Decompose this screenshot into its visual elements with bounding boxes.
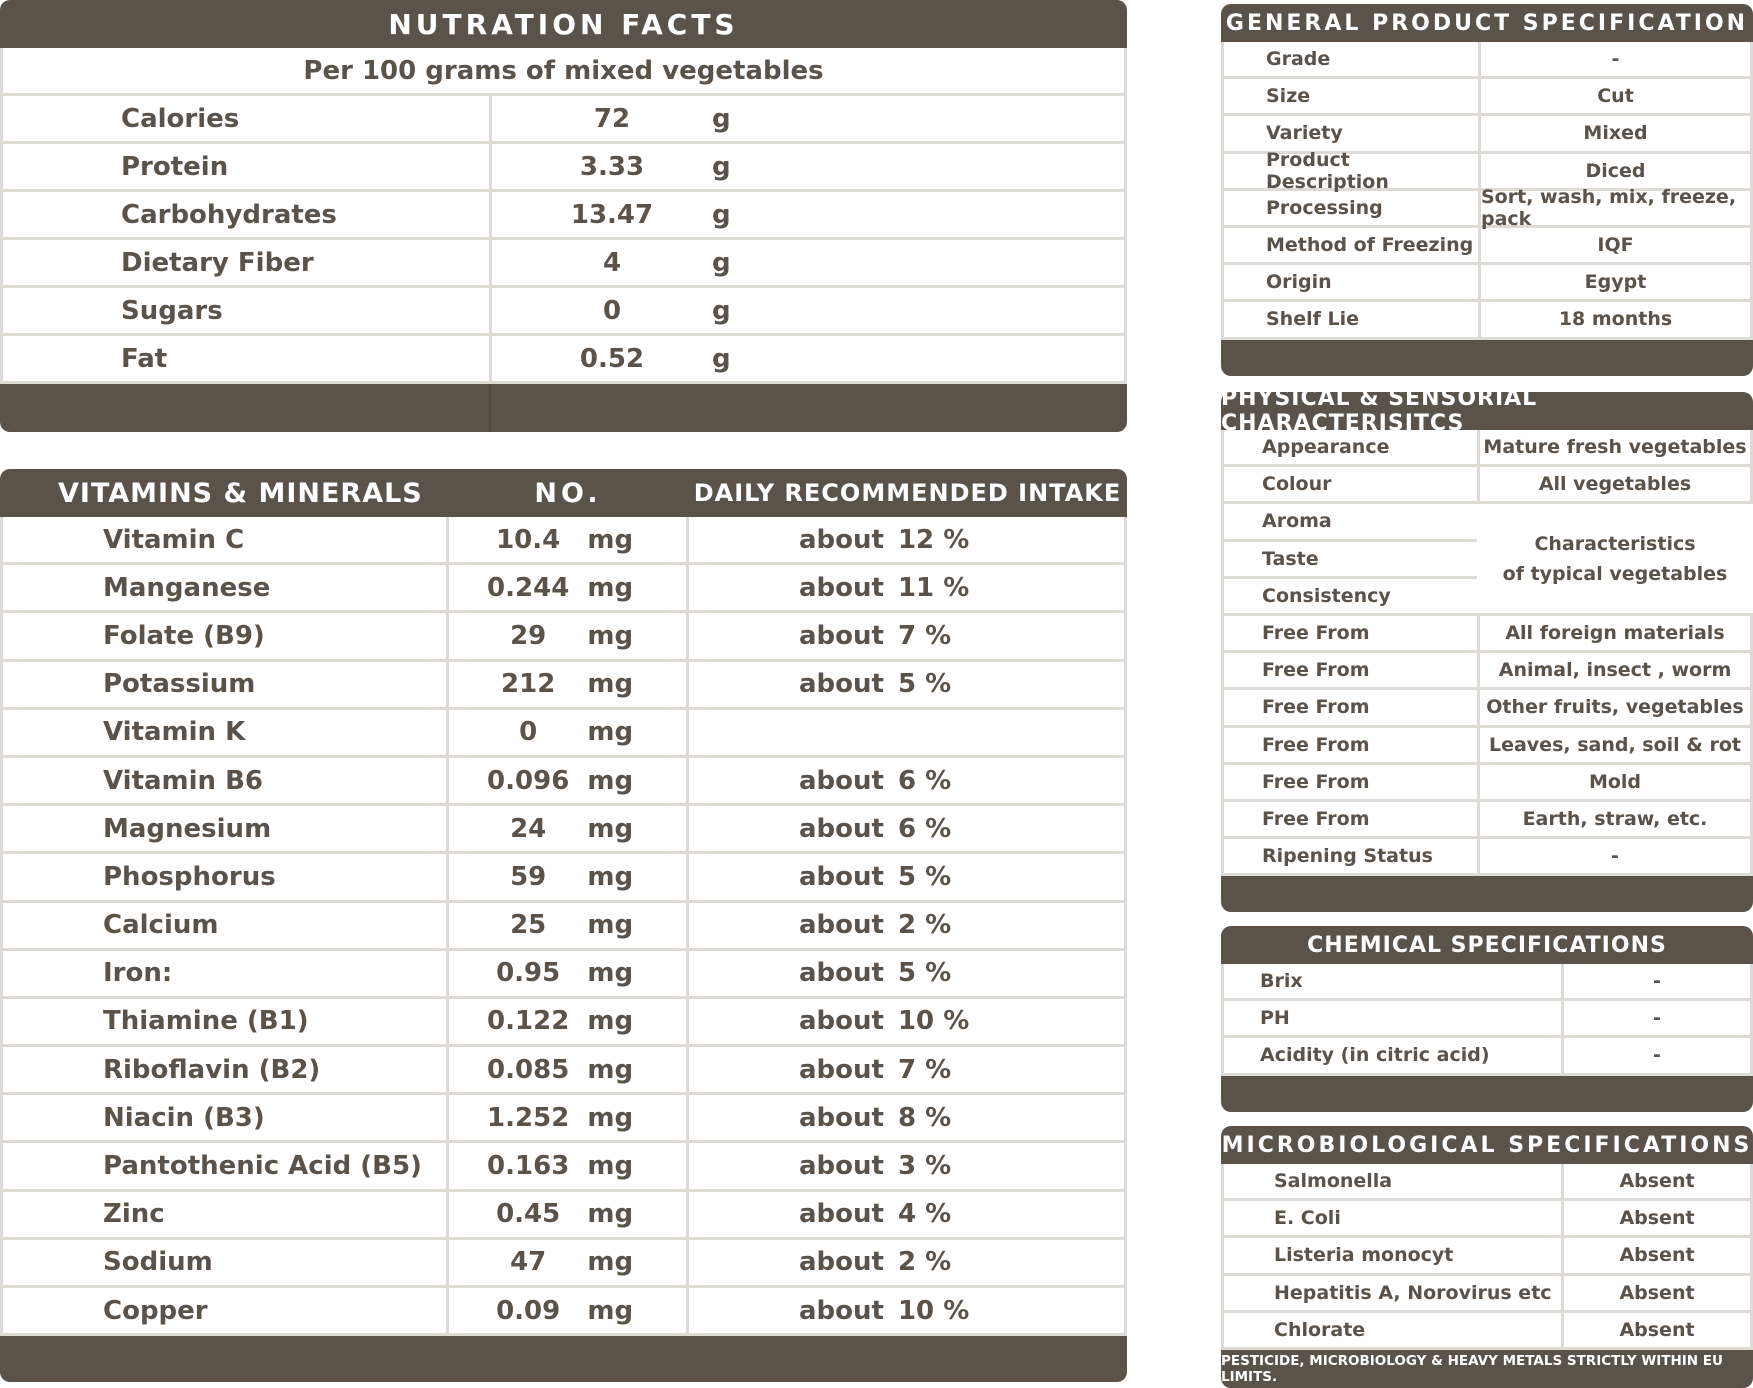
vitamin-name: Iron: <box>3 951 449 996</box>
spec-value: 18 months <box>1558 308 1673 331</box>
physical-spec-table <box>1221 386 1753 912</box>
nutrient-name: Protein <box>3 144 492 189</box>
vitamin-row <box>0 951 1127 999</box>
nutrient-name: Calories <box>3 96 492 141</box>
vitamin-value: 0.09 <box>496 1295 561 1326</box>
vitamin-name: Vitamin K <box>3 710 449 755</box>
vitamin-dri <box>689 758 1124 803</box>
spec-key: Grade <box>1224 42 1481 76</box>
vitamins-col-name: VITAMINS & MINERALS <box>58 477 423 509</box>
characteristics-merged-cell <box>1477 504 1753 613</box>
vitamin-amount <box>449 951 689 996</box>
nutrient-value: 4 <box>602 247 622 278</box>
vitamin-unit: mg <box>587 1247 634 1278</box>
nutrition-row <box>0 336 1127 384</box>
vitamin-amount <box>449 806 689 851</box>
dri-about: about <box>799 1006 884 1037</box>
spec-key: Method of Freezing <box>1224 228 1481 262</box>
vitamin-amount <box>449 565 689 610</box>
micro-row <box>1221 1313 1753 1350</box>
vitamin-row <box>0 1143 1127 1191</box>
vitamin-row <box>0 903 1127 951</box>
spec-value: Leaves, sand, soil & rot <box>1488 733 1741 756</box>
nutrient-value: 3.33 <box>579 151 645 182</box>
nutrient-unit: g <box>712 151 731 182</box>
nutrient-name: Carbohydrates <box>3 192 492 237</box>
nutrient-name: Dietary Fiber <box>3 240 492 285</box>
vitamin-name: Vitamin C <box>3 517 449 562</box>
general-row <box>1221 42 1753 79</box>
spec-key: Variety <box>1224 116 1481 150</box>
spec-value: Egypt <box>1584 271 1647 294</box>
dri-percent: 8 % <box>897 1102 952 1133</box>
vitamin-unit: mg <box>587 1006 634 1037</box>
vitamin-name: Calcium <box>3 903 449 948</box>
nutrient-unit: g <box>712 103 731 134</box>
dri-percent: 10 % <box>897 1006 970 1037</box>
nutrient-unit: g <box>712 295 731 326</box>
spec-value: Absent <box>1619 1318 1695 1341</box>
vitamin-unit: mg <box>587 1295 634 1326</box>
vitamin-dri <box>689 951 1124 996</box>
nutrient-unit: g <box>712 199 731 230</box>
dri-about: about <box>799 1054 884 1085</box>
spec-key: Colour <box>1224 467 1480 501</box>
dri-percent: 5 % <box>897 958 952 989</box>
chemical-title: CHEMICAL SPECIFICATIONS <box>1221 926 1753 964</box>
spec-key: PH <box>1224 1001 1564 1035</box>
vitamin-row <box>0 662 1127 710</box>
spec-value: Mold <box>1588 770 1642 793</box>
vitamin-amount <box>449 1240 689 1285</box>
dri-percent: 11 % <box>897 572 970 603</box>
vitamins-minerals-table <box>0 469 1127 1382</box>
vitamin-row <box>0 854 1127 902</box>
vitamin-row <box>0 1095 1127 1143</box>
vitamin-value: 0.163 <box>487 1151 570 1182</box>
nutrient-unit: g <box>712 247 731 278</box>
vitamin-name: Sodium <box>3 1240 449 1285</box>
vitamin-amount <box>449 999 689 1044</box>
vitamin-amount <box>449 1288 689 1333</box>
general-row <box>1221 79 1753 116</box>
dri-about: about <box>799 910 884 941</box>
nutrition-row <box>0 288 1127 336</box>
general-row <box>1221 302 1753 339</box>
vitamin-name: Pantothenic Acid (B5) <box>3 1143 449 1188</box>
chemical-spec-table <box>1221 926 1753 1112</box>
physical-row <box>1221 802 1753 839</box>
vitamin-value: 0 <box>519 717 538 748</box>
vitamin-dri <box>689 1047 1124 1092</box>
general-title: GENERAL PRODUCT SPECIFICATION <box>1221 4 1753 42</box>
vitamin-row <box>0 1192 1127 1240</box>
nutrition-title: NUTRATION FACTS <box>0 0 1127 48</box>
nutrient-value: 13.47 <box>570 199 654 230</box>
vitamin-unit: mg <box>587 1151 634 1182</box>
spec-value: - <box>1653 1044 1661 1067</box>
spec-value: - <box>1653 970 1661 993</box>
vitamin-row <box>0 1047 1127 1095</box>
nutrition-row <box>0 96 1127 144</box>
chemical-row <box>1221 1001 1753 1038</box>
spec-key: Listeria monocyt <box>1224 1238 1564 1272</box>
vitamin-unit: mg <box>587 1199 634 1230</box>
vitamin-amount <box>449 1143 689 1188</box>
vitamin-row <box>0 565 1127 613</box>
dri-about: about <box>799 572 884 603</box>
vitamin-dri <box>689 710 1124 755</box>
physical-row <box>1221 616 1753 653</box>
nutrient-unit: g <box>712 343 731 374</box>
vitamin-amount <box>449 1095 689 1140</box>
vitamin-dri <box>689 613 1124 658</box>
vitamin-unit: mg <box>587 524 634 555</box>
nutrition-facts-table <box>0 0 1127 432</box>
spec-key: Free From <box>1224 802 1480 836</box>
spec-key: Chlorate <box>1224 1313 1564 1347</box>
vitamin-row <box>0 758 1127 806</box>
vitamin-dri <box>689 1288 1124 1333</box>
nutrient-value: 72 <box>593 103 631 134</box>
vitamin-value: 0.096 <box>487 765 570 796</box>
dri-about: about <box>799 1102 884 1133</box>
spec-key: Free From <box>1224 765 1480 799</box>
vitamin-amount <box>449 613 689 658</box>
spec-key: Shelf Lie <box>1224 302 1481 336</box>
spec-value: Diced <box>1585 159 1646 182</box>
vitamin-name: Vitamin B6 <box>3 758 449 803</box>
spec-key: Acidity (in citric acid) <box>1224 1038 1564 1072</box>
vitamin-name: Zinc <box>3 1192 449 1237</box>
micro-title: MICROBIOLOGICAL SPECIFICATIONS <box>1221 1126 1753 1164</box>
nutrient-value: 0.52 <box>579 343 645 374</box>
vitamin-value: 29 <box>510 620 547 651</box>
dri-percent: 2 % <box>897 1247 952 1278</box>
vitamin-name: Riboflavin (B2) <box>3 1047 449 1092</box>
general-spec-table <box>1221 4 1753 376</box>
vitamin-dri <box>689 854 1124 899</box>
vitamin-row <box>0 1240 1127 1288</box>
dri-percent: 7 % <box>897 620 952 651</box>
dri-percent: 2 % <box>897 910 952 941</box>
vitamin-row <box>0 806 1127 854</box>
spec-value: Sort, wash, mix, freeze, pack <box>1481 185 1737 230</box>
vitamin-dri <box>689 806 1124 851</box>
vitamin-value: 0.122 <box>487 1006 570 1037</box>
vitamin-dri <box>689 662 1124 707</box>
general-footer <box>1221 340 1753 376</box>
nutrition-row <box>0 144 1127 192</box>
spec-key: Size <box>1224 79 1481 113</box>
spec-key: Brix <box>1224 964 1564 998</box>
dri-percent: 5 % <box>897 861 952 892</box>
merged-line-1: Characteristics <box>1534 532 1696 555</box>
vitamin-value: 0.95 <box>496 958 561 989</box>
vitamin-amount <box>449 662 689 707</box>
dri-percent: 3 % <box>897 1151 952 1182</box>
nutrient-name: Fat <box>3 336 492 381</box>
dri-about: about <box>799 958 884 989</box>
vitamin-row <box>0 999 1127 1047</box>
spec-key: Free From <box>1224 616 1480 650</box>
dri-about: about <box>799 669 884 700</box>
vitamin-value: 0.085 <box>487 1054 570 1085</box>
physical-row <box>1221 765 1753 802</box>
vitamin-dri <box>689 565 1124 610</box>
micro-note: PESTICIDE, MICROBIOLOGY & HEAVY METALS STRICTLY WITHIN EU LIMITS. <box>1221 1350 1753 1388</box>
vitamin-row <box>0 710 1127 758</box>
spec-key: Free From <box>1224 690 1480 724</box>
micro-row <box>1221 1164 1753 1201</box>
physical-row <box>1221 839 1753 876</box>
dri-percent: 7 % <box>897 1054 952 1085</box>
nutrition-row <box>0 192 1127 240</box>
vitamin-dri <box>689 1240 1124 1285</box>
micro-row <box>1221 1201 1753 1238</box>
vitamin-unit: mg <box>587 765 634 796</box>
vitamin-value: 212 <box>501 669 556 700</box>
merged-line-2: of typical vegetables <box>1502 562 1728 585</box>
spec-key: Taste <box>1224 542 1480 576</box>
vitamin-amount <box>449 1047 689 1092</box>
vitamin-name: Phosphorus <box>3 854 449 899</box>
nutrient-name: Sugars <box>3 288 492 333</box>
nutrition-row <box>0 240 1127 288</box>
spec-key: Aroma <box>1224 504 1480 538</box>
physical-row <box>1221 728 1753 765</box>
vitamin-unit: mg <box>587 861 634 892</box>
vitamin-amount <box>449 517 689 562</box>
spec-key: Free From <box>1224 728 1480 762</box>
physical-row <box>1221 653 1753 690</box>
spec-value: Animal, insect , worm <box>1498 659 1732 682</box>
vitamin-value: 24 <box>510 813 547 844</box>
vitamin-name: Manganese <box>3 565 449 610</box>
vitamin-name: Potassium <box>3 662 449 707</box>
vitamin-dri <box>689 1143 1124 1188</box>
spec-key: Consistency <box>1224 579 1480 613</box>
vitamin-value: 0.45 <box>496 1199 561 1230</box>
vitamin-value: 0.244 <box>487 572 570 603</box>
general-row <box>1221 185 1753 230</box>
vitamin-unit: mg <box>587 572 634 603</box>
vitamin-value: 47 <box>510 1247 547 1278</box>
vitamins-col-dri: DAILY RECOMMENDED INTAKE <box>693 479 1122 507</box>
micro-spec-table <box>1221 1126 1753 1388</box>
spec-key: Hepatitis A, Norovirus etc <box>1224 1276 1564 1310</box>
vitamin-dri <box>689 517 1124 562</box>
spec-value: Mature fresh vegetables <box>1483 436 1747 459</box>
spec-value: IQF <box>1597 234 1634 257</box>
vitamin-amount <box>449 758 689 803</box>
spec-value: Absent <box>1619 1207 1695 1230</box>
physical-title: PHYSICAL & SENSORIAL CHARACTERISITCS <box>1221 392 1753 430</box>
dri-percent: 6 % <box>897 765 952 796</box>
vitamin-dri <box>689 1095 1124 1140</box>
spec-value: All foreign materials <box>1505 622 1725 645</box>
vitamin-amount <box>449 854 689 899</box>
spec-key: Product Description <box>1224 154 1481 188</box>
dri-about: about <box>799 1247 884 1278</box>
spec-key: Origin <box>1224 265 1481 299</box>
vitamin-unit: mg <box>587 669 634 700</box>
spec-key: Salmonella <box>1224 1164 1564 1198</box>
vitamin-name: Copper <box>3 1288 449 1333</box>
vitamin-value: 1.252 <box>487 1102 570 1133</box>
spec-key: Appearance <box>1224 430 1480 464</box>
vitamin-name: Folate (B9) <box>3 613 449 658</box>
vitamins-footer <box>0 1336 1127 1382</box>
nutrition-footer <box>0 384 1127 432</box>
vitamin-unit: mg <box>587 717 634 748</box>
vitamin-row <box>0 613 1127 661</box>
dri-about: about <box>799 765 884 796</box>
micro-row <box>1221 1276 1753 1313</box>
physical-footer <box>1221 876 1753 912</box>
spec-value: All vegetables <box>1538 473 1692 496</box>
vitamin-dri <box>689 903 1124 948</box>
physical-row <box>1221 690 1753 727</box>
dri-percent: 5 % <box>897 669 952 700</box>
general-row <box>1221 265 1753 302</box>
chemical-row <box>1221 964 1753 1001</box>
spec-key: Processing <box>1224 191 1481 225</box>
vitamin-unit: mg <box>587 910 634 941</box>
vitamin-row <box>0 1288 1127 1336</box>
vitamins-col-no: NO. <box>534 477 602 509</box>
vitamin-name: Niacin (B3) <box>3 1095 449 1140</box>
dri-about: about <box>799 524 884 555</box>
spec-value: Mixed <box>1583 122 1648 145</box>
dri-about: about <box>799 861 884 892</box>
vitamin-dri <box>689 999 1124 1044</box>
nutrition-subtitle: Per 100 grams of mixed vegetables <box>0 48 1127 96</box>
dri-about: about <box>799 813 884 844</box>
vitamin-value: 10.4 <box>496 524 561 555</box>
vitamin-unit: mg <box>587 620 634 651</box>
merged-text <box>1503 529 1728 589</box>
vitamin-value: 25 <box>510 910 547 941</box>
vitamin-value: 59 <box>510 861 547 892</box>
chemical-row <box>1221 1038 1753 1075</box>
spec-value: Other fruits, vegetables <box>1486 696 1744 719</box>
vitamin-row <box>0 517 1127 565</box>
vitamin-unit: mg <box>587 1102 634 1133</box>
nutrient-value: 0 <box>602 295 622 326</box>
dri-about: about <box>799 1295 884 1326</box>
spec-value: Absent <box>1619 1281 1695 1304</box>
vitamin-name: Thiamine (B1) <box>3 999 449 1044</box>
vitamin-dri <box>689 1192 1124 1237</box>
vitamin-unit: mg <box>587 1054 634 1085</box>
physical-row <box>1221 430 1753 467</box>
spec-key: Ripening Status <box>1224 839 1480 873</box>
physical-row <box>1221 467 1753 504</box>
vitamin-amount <box>449 710 689 755</box>
spec-value: Earth, straw, etc. <box>1522 807 1708 830</box>
dri-about: about <box>799 1199 884 1230</box>
spec-value: Cut <box>1597 85 1634 108</box>
spec-value: - <box>1653 1007 1661 1030</box>
vitamin-amount <box>449 1192 689 1237</box>
spec-value: Absent <box>1619 1170 1695 1193</box>
dri-about: about <box>799 620 884 651</box>
spec-value: - <box>1611 845 1619 868</box>
chemical-footer <box>1221 1076 1753 1112</box>
vitamin-unit: mg <box>587 958 634 989</box>
vitamin-unit: mg <box>587 813 634 844</box>
micro-row <box>1221 1238 1753 1275</box>
vitamin-amount <box>449 903 689 948</box>
spec-key: Free From <box>1224 653 1480 687</box>
vitamin-name: Magnesium <box>3 806 449 851</box>
dri-about: about <box>799 1151 884 1182</box>
spec-key: E. Coli <box>1224 1201 1564 1235</box>
spec-value: - <box>1611 48 1620 71</box>
dri-percent: 6 % <box>897 813 952 844</box>
dri-percent: 10 % <box>897 1295 970 1326</box>
dri-percent: 12 % <box>897 524 970 555</box>
spec-value: Absent <box>1619 1244 1695 1267</box>
vitamins-header <box>0 469 1127 517</box>
general-row <box>1221 228 1753 265</box>
dri-percent: 4 % <box>897 1199 952 1230</box>
